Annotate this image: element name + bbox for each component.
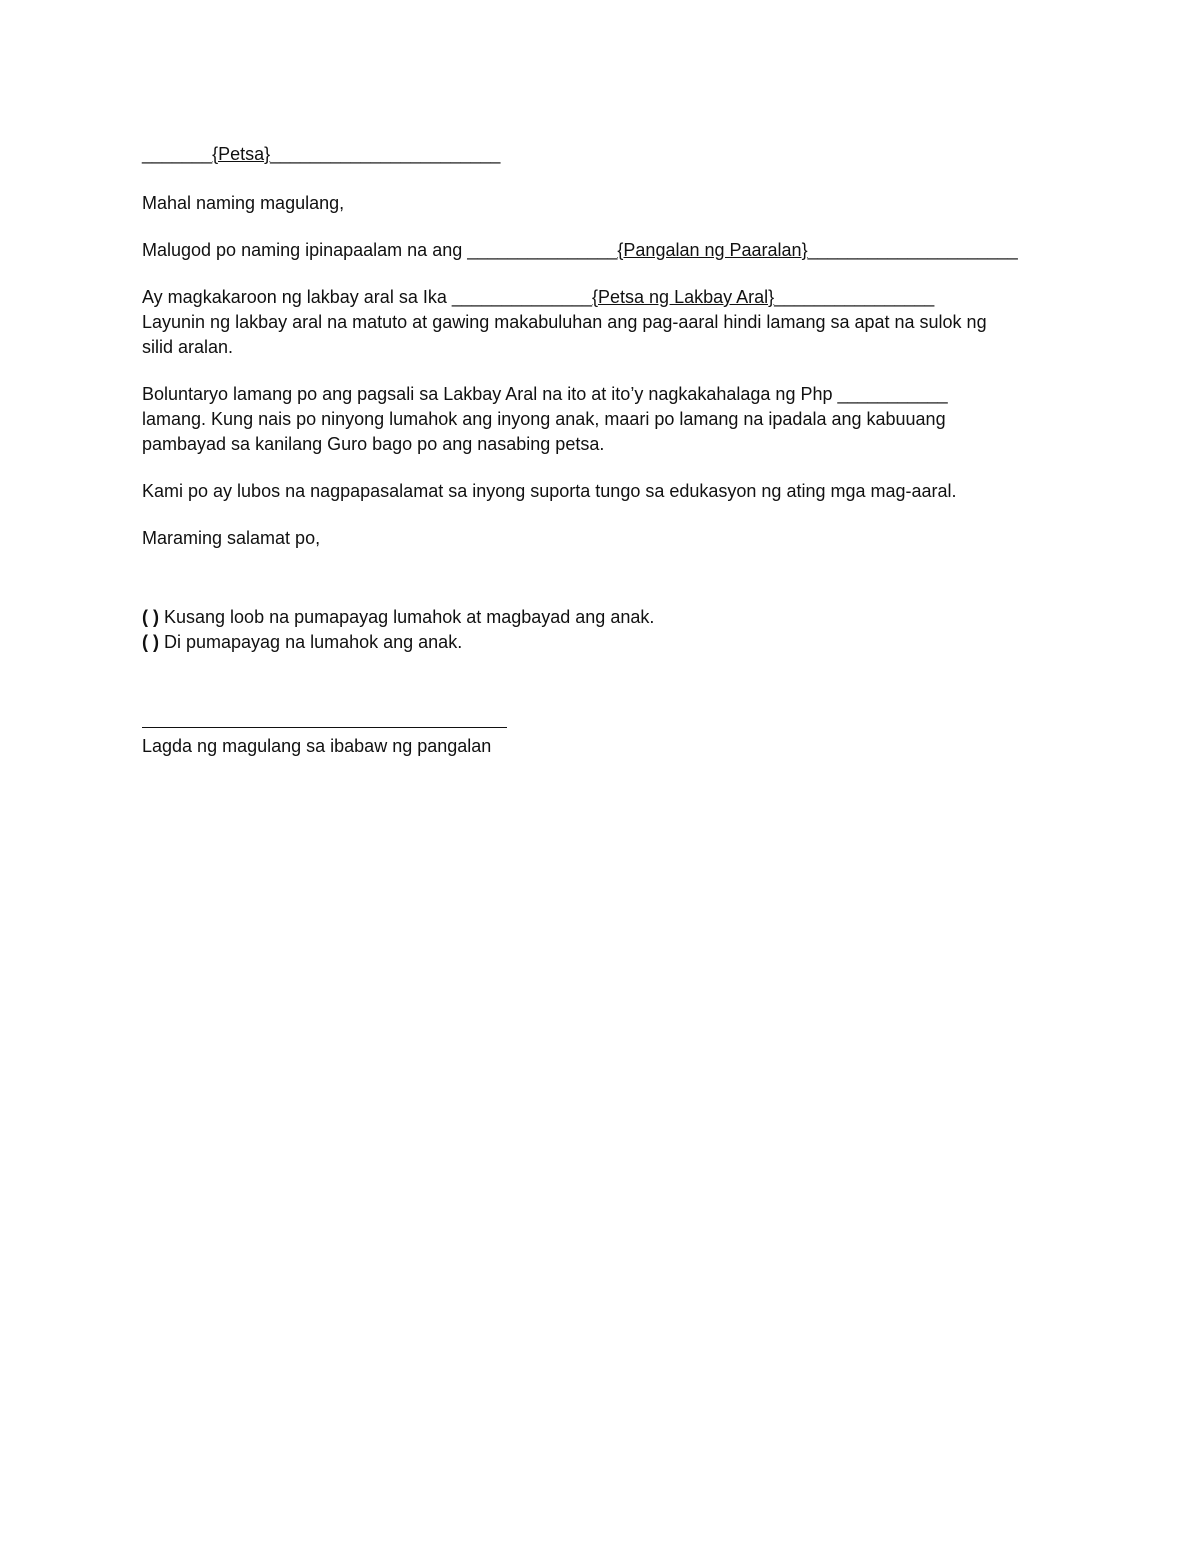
spacer <box>142 551 1072 605</box>
trip-date-placeholder: {Petsa ng Lakbay Aral} <box>592 287 775 307</box>
consent-options <box>142 605 1072 655</box>
school-blank-before: _______________ <box>467 240 618 260</box>
fee-line-2: lamang. Kung nais po ninyong lumahok ang inyong anak, maari po lamang na ipadala ang kabuuang <box>142 409 946 429</box>
date-line <box>142 142 1072 167</box>
spacer <box>142 655 1072 727</box>
date-blank-after: _______________________ <box>270 144 501 164</box>
thanks-paragraph: Kami po ay lubos na nagpapasalamat sa inyong suporta tungo sa edukasyon ng ating mga mag-aaral. <box>142 481 957 501</box>
fee-paragraph <box>142 382 1072 457</box>
trip-purpose-line: Layunin ng lakbay aral na matuto at gawing makabuluhan ang pag-aaral hindi lamang sa apat na sulok ng <box>142 312 987 332</box>
closing: Maraming salamat po, <box>142 528 321 548</box>
school-intro-text: Malugod po naming ipinapaalam na ang <box>142 240 468 260</box>
trip-paragraph <box>142 285 1072 360</box>
school-paragraph <box>142 238 1072 263</box>
trip-intro-text: Ay magkakaroon ng lakbay aral sa Ika <box>142 287 452 307</box>
signature-line <box>142 727 507 728</box>
agree-option-label: Kusang loob na pumapayag lumahok at magbayad ang anak. <box>159 607 655 627</box>
decline-option-label: Di pumapayag na lumahok ang anak. <box>159 632 463 652</box>
school-name-placeholder: {Pangalan ng Paaralan} <box>617 240 808 260</box>
date-placeholder: {Petsa} <box>212 144 271 164</box>
fee-line-3: pambayad sa kanilang Guro bago po ang nasabing petsa. <box>142 434 605 454</box>
decline-checkbox-mark: ( ) <box>142 632 159 652</box>
trip-blank-before: ______________ <box>451 287 592 307</box>
permission-letter <box>142 142 1072 759</box>
trip-purpose-line-end: silid aralan. <box>142 337 234 357</box>
salutation: Mahal naming magulang, <box>142 193 345 213</box>
consent-option-agree <box>142 605 1072 630</box>
consent-option-decline <box>142 630 1072 655</box>
fee-line-1: Boluntaryo lamang po ang pagsali sa Lakbay Aral na ito at ito’y nagkakahalaga ng Php ___________ <box>142 384 948 404</box>
trip-blank-after: ________________ <box>774 287 935 307</box>
agree-checkbox-mark: ( ) <box>142 607 159 627</box>
signature-caption: Lagda ng magulang sa ibabaw ng pangalan <box>142 736 492 756</box>
school-blank-after: _____________________ <box>807 240 1018 260</box>
trip-date-line <box>142 285 1072 310</box>
date-blank-before: _______ <box>142 144 213 164</box>
